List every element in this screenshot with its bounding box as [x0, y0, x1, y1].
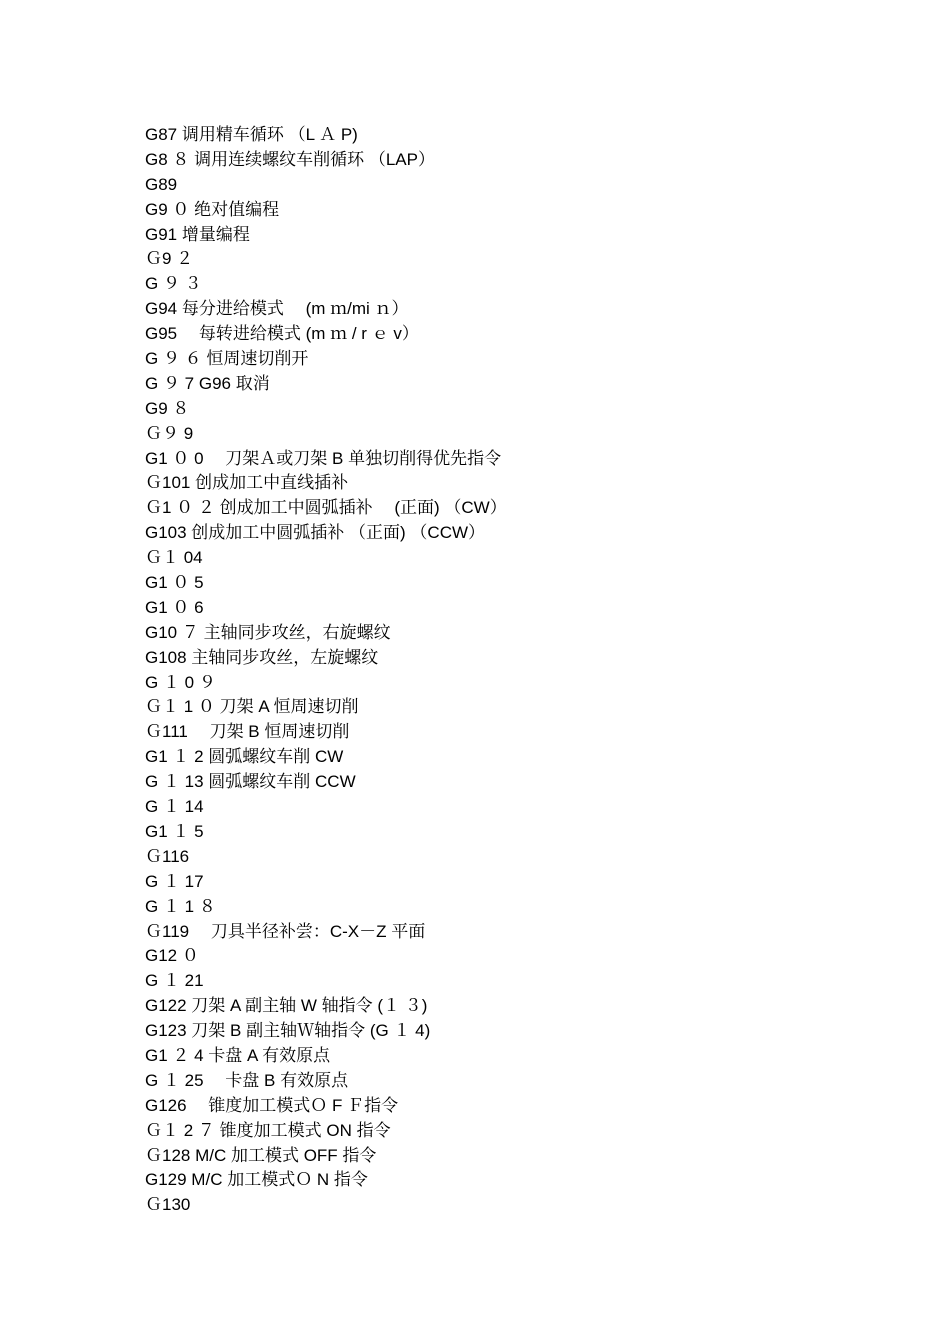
gcode-line: G108 主轴同步攻丝，左旋螺纹: [145, 647, 379, 667]
gcode-line: G ９ ３: [145, 274, 202, 294]
gcode-line: G １ 1 ８: [145, 896, 216, 916]
gcode-line: G １ 25 卡盘 B 有效原点: [145, 1070, 349, 1090]
gcode-line: Ｇ１ 2 ７ 锥度加工模式 ON 指令: [145, 1120, 391, 1140]
gcode-line: G1 １ 2 圆弧螺纹车削 CW: [145, 747, 344, 767]
gcode-line: Ｇ111 刀架 B 恒周速切削: [145, 722, 350, 742]
gcode-line: G1 ０ 0 刀架Ａ或刀架 B 单独切削得优先指令: [145, 448, 502, 468]
gcode-line: G10 ７ 主轴同步攻丝，右旋螺纹: [145, 622, 391, 642]
gcode-line: G103 创成加工中圆弧插补 （正面) （CCW）: [145, 523, 486, 543]
gcode-line: G1 ２ 4 卡盘 A 有效原点: [145, 1045, 331, 1065]
gcode-list: [145, 123, 507, 1218]
gcode-line: G ９ 7 G96 取消: [145, 373, 270, 393]
gcode-line: G １ 17: [145, 871, 204, 891]
gcode-line: Ｇ１ 1 ０ 刀架 A 恒周速切削: [145, 697, 359, 717]
gcode-line: Ｇ１ 04: [145, 548, 203, 568]
gcode-line: G １ 21: [145, 971, 204, 991]
gcode-line: G9 ０ 绝对值编程: [145, 199, 280, 219]
gcode-line: G １ 13 圆弧螺纹车削 CCW: [145, 772, 356, 792]
gcode-line: Ｇ９ 9: [145, 423, 194, 443]
gcode-line: G95 每转进给模式 (m ｍ / r ｅ v）: [145, 324, 419, 344]
gcode-line: G １ 14: [145, 797, 204, 817]
gcode-line: G89: [145, 174, 178, 194]
gcode-line: G ９ ６ 恒周速切削开: [145, 349, 309, 369]
gcode-line: Ｇ130: [145, 1195, 191, 1215]
gcode-line: G94 每分进给模式 (m ｍ/mi ｎ）: [145, 299, 409, 319]
gcode-line: G87 调用精车循环 （L Ａ P): [145, 125, 358, 144]
gcode-line: G1 ０ 6: [145, 597, 204, 617]
gcode-line: G9 ８: [145, 398, 190, 418]
gcode-line: Ｇ9 ２: [145, 249, 194, 269]
gcode-line: G12 ０: [145, 946, 199, 966]
gcode-line: Ｇ119 刀具半径补尝：C-X－Z 平面: [145, 921, 426, 941]
gcode-line: G129 M/C 加工模式Ｏ N 指令: [145, 1170, 368, 1190]
gcode-line: G91 增量编程: [145, 224, 250, 244]
gcode-line: Ｇ116: [145, 846, 190, 866]
gcode-line: G8 ８ 调用连续螺纹车削循环 （LAP）: [145, 149, 435, 169]
gcode-line: G1 １ 5: [145, 821, 204, 841]
gcode-line: Ｇ101 创成加工中直线插补: [145, 473, 349, 493]
gcode-line: Ｇ1 ０ ２ 创成加工中圆弧插补 (正面) （CW）: [145, 498, 507, 518]
gcode-line: G123 刀架 B 副主轴Ｗ轴指令 (G １ 4): [145, 1021, 431, 1041]
gcode-line: Ｇ128 M/C 加工模式 OFF 指令: [145, 1145, 377, 1165]
gcode-line: G122 刀架 A 副主轴 W 轴指令 (１ ３): [145, 996, 428, 1016]
gcode-line: G126 锥度加工模式Ｏ F Ｆ指令: [145, 1095, 399, 1115]
gcode-line: G １ 0 ９: [145, 672, 216, 692]
gcode-line: G1 ０ 5: [145, 573, 204, 593]
